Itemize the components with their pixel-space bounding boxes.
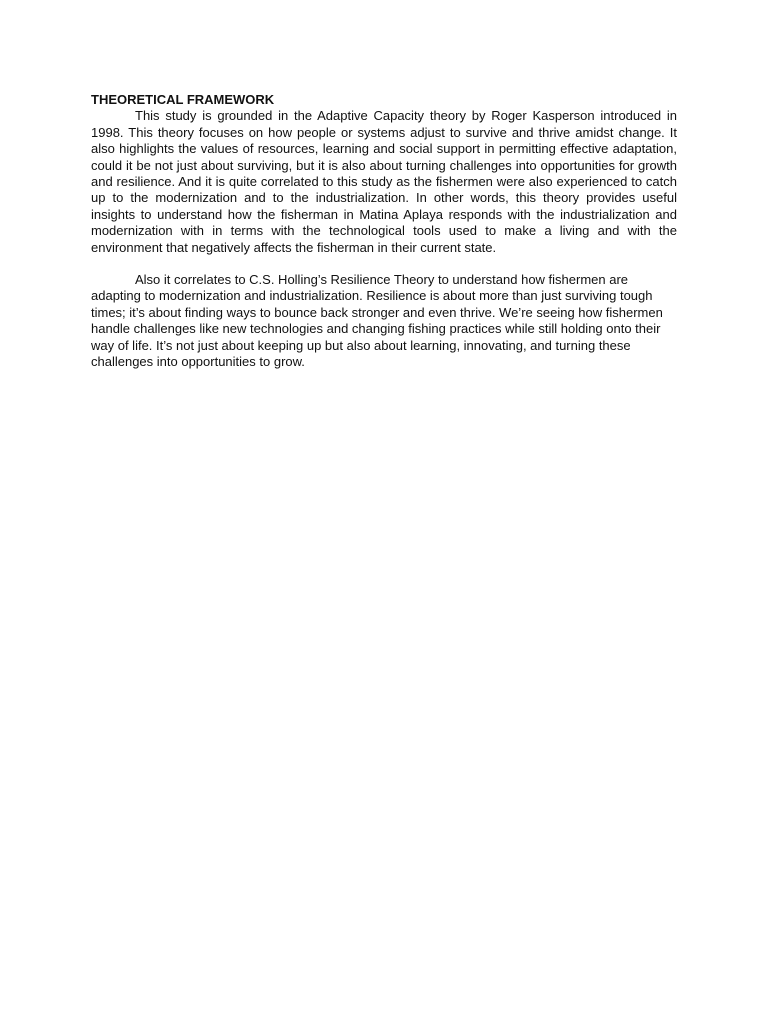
paragraph-spacer [91,256,677,272]
document-body [91,92,677,371]
paragraph-resilience-theory: Also it correlates to C.S. Holling’s Resilience Theory to understand how fishermen are adapting to modernization and industrialization. Resilience is about more than just surviving tough times; it’s about finding ways to bounce back stronger and even thrive. We’re seeing how fishermen handle challenges like new technologies and changing fishing practices while still holding onto their way of life. It’s not just about keeping up but also about learning, innovating, and turning these challenges into opportunities to grow. [91,272,663,370]
section-heading: THEORETICAL FRAMEWORK [91,92,275,107]
paragraph-adaptive-capacity: This study is grounded in the Adaptive Capacity theory by Roger Kasperson introduced in 1998. This theory focuses on how people or systems adjust to survive and thrive amidst change. It also highlights the values of resources, learning and social support in permitting effective adaptation, could it be not just about surviving, but it is also about turning challenges into opportunities for growth and resilience. And it is quite correlated to this study as the fishermen were also experienced to catch up to the modernization and to the industrialization. In other words, this theory provides useful insights to understand how the fisherman in Matina Aplaya responds with the industrialization and modernization with in terms with the technological tools used to make a living and with the environment that negatively affects the fisherman in their current state. [91,108,677,255]
